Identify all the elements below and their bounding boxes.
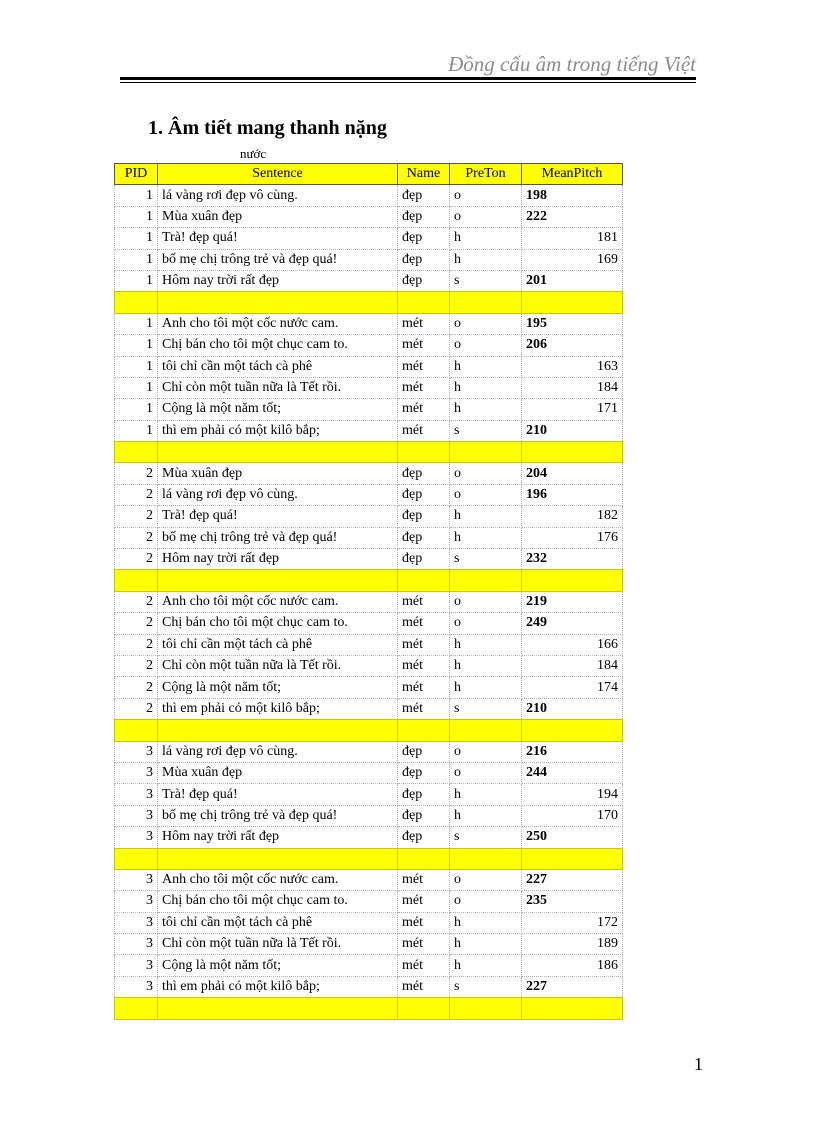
meanpitch-cell: 216 xyxy=(522,741,623,762)
preton-cell: h xyxy=(450,377,522,398)
table-body xyxy=(115,185,623,1019)
pid-cell: 2 xyxy=(115,677,158,698)
name-cell: đẹp xyxy=(398,527,450,548)
separator-cell xyxy=(450,442,522,463)
separator-cell xyxy=(522,998,623,1019)
sentence-cell: Chị bán cho tôi một chục cam to. xyxy=(158,891,398,912)
separator-cell xyxy=(398,998,450,1019)
meanpitch-cell: 204 xyxy=(522,463,623,484)
meanpitch-cell: 250 xyxy=(522,827,623,848)
sentence-cell: lá vàng rơi đẹp vô cùng. xyxy=(158,741,398,762)
preton-cell: o xyxy=(450,185,522,206)
preton-cell: h xyxy=(450,655,522,676)
pid-cell: 1 xyxy=(115,356,158,377)
sentence-cell: Hôm nay trời rất đẹp xyxy=(158,270,398,291)
table-row xyxy=(115,420,623,441)
separator-cell xyxy=(158,292,398,313)
preton-cell: h xyxy=(450,677,522,698)
meanpitch-cell: 184 xyxy=(522,655,623,676)
meanpitch-cell: 195 xyxy=(522,313,623,334)
meanpitch-cell: 170 xyxy=(522,805,623,826)
table-row xyxy=(115,377,623,398)
section-note: nước xyxy=(240,146,267,161)
table-row xyxy=(115,356,623,377)
page-number: 1 xyxy=(694,1054,703,1074)
name-cell: mét xyxy=(398,891,450,912)
sentence-cell: Mùa xuân đẹp xyxy=(158,762,398,783)
name-cell: mét xyxy=(398,934,450,955)
pid-cell: 1 xyxy=(115,420,158,441)
name-cell: mét xyxy=(398,955,450,976)
name-cell: mét xyxy=(398,335,450,356)
sentence-cell: Hôm nay trời rất đẹp xyxy=(158,827,398,848)
pid-cell: 1 xyxy=(115,206,158,227)
pitch-data-table xyxy=(114,163,623,1020)
meanpitch-cell: 210 xyxy=(522,698,623,719)
preton-cell: o xyxy=(450,591,522,612)
pid-cell: 2 xyxy=(115,634,158,655)
sentence-cell: thì em phải có một kilô bắp; xyxy=(158,976,398,997)
preton-cell: o xyxy=(450,741,522,762)
preton-cell: o xyxy=(450,313,522,334)
separator-cell xyxy=(115,292,158,313)
pid-cell: 2 xyxy=(115,655,158,676)
preton-cell: o xyxy=(450,206,522,227)
table-row xyxy=(115,634,623,655)
pid-cell: 3 xyxy=(115,912,158,933)
preton-cell: s xyxy=(450,270,522,291)
name-cell: đẹp xyxy=(398,549,450,570)
preton-cell: o xyxy=(450,869,522,890)
sentence-cell: lá vàng rơi đẹp vô cùng. xyxy=(158,484,398,505)
table-row xyxy=(115,335,623,356)
separator-cell xyxy=(450,848,522,869)
meanpitch-cell: 206 xyxy=(522,335,623,356)
column-header-preton: PreTon xyxy=(450,164,522,185)
pid-cell: 3 xyxy=(115,891,158,912)
meanpitch-cell: 184 xyxy=(522,377,623,398)
preton-cell: o xyxy=(450,335,522,356)
name-cell: mét xyxy=(398,356,450,377)
name-cell: mét xyxy=(398,613,450,634)
separator-row xyxy=(115,442,623,463)
meanpitch-cell: 189 xyxy=(522,934,623,955)
table-row xyxy=(115,549,623,570)
sentence-cell: Chỉ còn một tuần nữa là Tết rồi. xyxy=(158,377,398,398)
table-row xyxy=(115,891,623,912)
name-cell: đẹp xyxy=(398,206,450,227)
table-row xyxy=(115,228,623,249)
preton-cell: o xyxy=(450,762,522,783)
pid-cell: 1 xyxy=(115,228,158,249)
table-row xyxy=(115,976,623,997)
meanpitch-cell: 210 xyxy=(522,420,623,441)
separator-row xyxy=(115,998,623,1019)
pid-cell: 1 xyxy=(115,377,158,398)
preton-cell: h xyxy=(450,228,522,249)
separator-cell xyxy=(522,292,623,313)
pid-cell: 3 xyxy=(115,827,158,848)
pid-cell: 1 xyxy=(115,399,158,420)
sentence-cell: Cộng là một năm tốt; xyxy=(158,677,398,698)
preton-cell: h xyxy=(450,399,522,420)
sentence-cell: bố mẹ chị trông trẻ và đẹp quá! xyxy=(158,805,398,826)
separator-cell xyxy=(398,442,450,463)
table-row xyxy=(115,399,623,420)
preton-cell: h xyxy=(450,934,522,955)
separator-cell xyxy=(522,848,623,869)
meanpitch-cell: 235 xyxy=(522,891,623,912)
header-rule-thick xyxy=(120,77,696,80)
preton-cell: s xyxy=(450,827,522,848)
separator-cell xyxy=(450,570,522,591)
preton-cell: s xyxy=(450,549,522,570)
name-cell: đẹp xyxy=(398,741,450,762)
document-header-title: Đồng cấu âm trong tiếng Việt xyxy=(448,52,696,76)
separator-cell xyxy=(115,720,158,741)
separator-cell xyxy=(450,998,522,1019)
separator-cell xyxy=(398,292,450,313)
separator-cell xyxy=(158,998,398,1019)
table-row xyxy=(115,527,623,548)
preton-cell: h xyxy=(450,805,522,826)
sentence-cell: bố mẹ chị trông trẻ và đẹp quá! xyxy=(158,527,398,548)
meanpitch-cell: 201 xyxy=(522,270,623,291)
sentence-cell: Anh cho tôi một cốc nước cam. xyxy=(158,869,398,890)
separator-cell xyxy=(450,292,522,313)
name-cell: mét xyxy=(398,591,450,612)
name-cell: mét xyxy=(398,634,450,655)
sentence-cell: tôi chỉ cần một tách cà phê xyxy=(158,912,398,933)
preton-cell: h xyxy=(450,506,522,527)
pid-cell: 3 xyxy=(115,934,158,955)
sentence-cell: Chỉ còn một tuần nữa là Tết rồi. xyxy=(158,655,398,676)
table-row xyxy=(115,934,623,955)
separator-cell xyxy=(115,998,158,1019)
sentence-cell: Mùa xuân đẹp xyxy=(158,463,398,484)
separator-cell xyxy=(398,720,450,741)
name-cell: mét xyxy=(398,313,450,334)
meanpitch-cell: 227 xyxy=(522,869,623,890)
meanpitch-cell: 163 xyxy=(522,356,623,377)
preton-cell: h xyxy=(450,249,522,270)
preton-cell: s xyxy=(450,420,522,441)
name-cell: mét xyxy=(398,377,450,398)
preton-cell: h xyxy=(450,784,522,805)
sentence-cell: thì em phải có một kilô bắp; xyxy=(158,420,398,441)
sentence-cell: Cộng là một năm tốt; xyxy=(158,955,398,976)
pid-cell: 3 xyxy=(115,869,158,890)
meanpitch-cell: 227 xyxy=(522,976,623,997)
table-row xyxy=(115,270,623,291)
name-cell: mét xyxy=(398,420,450,441)
table-row xyxy=(115,677,623,698)
name-cell: mét xyxy=(398,976,450,997)
table-header-row xyxy=(115,164,623,185)
name-cell: đẹp xyxy=(398,827,450,848)
pid-cell: 3 xyxy=(115,955,158,976)
separator-cell xyxy=(450,720,522,741)
table-row xyxy=(115,613,623,634)
table-row xyxy=(115,484,623,505)
meanpitch-cell: 182 xyxy=(522,506,623,527)
sentence-cell: Chỉ còn một tuần nữa là Tết rồi. xyxy=(158,934,398,955)
pid-cell: 3 xyxy=(115,805,158,826)
pid-cell: 2 xyxy=(115,613,158,634)
pid-cell: 2 xyxy=(115,591,158,612)
preton-cell: o xyxy=(450,891,522,912)
separator-cell xyxy=(522,570,623,591)
table-row xyxy=(115,206,623,227)
preton-cell: h xyxy=(450,527,522,548)
separator-cell xyxy=(115,442,158,463)
pid-cell: 1 xyxy=(115,249,158,270)
sentence-cell: Anh cho tôi một cốc nước cam. xyxy=(158,313,398,334)
separator-cell xyxy=(115,848,158,869)
sentence-cell: Trà! đẹp quá! xyxy=(158,784,398,805)
pid-cell: 2 xyxy=(115,484,158,505)
sentence-cell: bố mẹ chị trông trẻ và đẹp quá! xyxy=(158,249,398,270)
name-cell: đẹp xyxy=(398,805,450,826)
table-row xyxy=(115,784,623,805)
separator-cell xyxy=(398,570,450,591)
meanpitch-cell: 219 xyxy=(522,591,623,612)
name-cell: mét xyxy=(398,399,450,420)
meanpitch-cell: 171 xyxy=(522,399,623,420)
pid-cell: 1 xyxy=(115,270,158,291)
pid-cell: 3 xyxy=(115,784,158,805)
table-row xyxy=(115,805,623,826)
pid-cell: 2 xyxy=(115,463,158,484)
sentence-cell: Chị bán cho tôi một chục cam to. xyxy=(158,335,398,356)
table-row xyxy=(115,762,623,783)
preton-cell: s xyxy=(450,976,522,997)
preton-cell: o xyxy=(450,484,522,505)
sentence-cell: Chị bán cho tôi một chục cam to. xyxy=(158,613,398,634)
pid-cell: 3 xyxy=(115,741,158,762)
table-row xyxy=(115,313,623,334)
preton-cell: o xyxy=(450,463,522,484)
sentence-cell: Trà! đẹp quá! xyxy=(158,506,398,527)
separator-cell xyxy=(158,848,398,869)
preton-cell: o xyxy=(450,613,522,634)
sentence-cell: thì em phải có một kilô bắp; xyxy=(158,698,398,719)
meanpitch-cell: 176 xyxy=(522,527,623,548)
pid-cell: 2 xyxy=(115,549,158,570)
meanpitch-cell: 232 xyxy=(522,549,623,570)
preton-cell: h xyxy=(450,356,522,377)
sentence-cell: Trà! đẹp quá! xyxy=(158,228,398,249)
table-row xyxy=(115,827,623,848)
preton-cell: h xyxy=(450,955,522,976)
pid-cell: 1 xyxy=(115,185,158,206)
meanpitch-cell: 222 xyxy=(522,206,623,227)
pid-cell: 1 xyxy=(115,335,158,356)
column-header-sentence: Sentence xyxy=(158,164,398,185)
meanpitch-cell: 198 xyxy=(522,185,623,206)
pid-cell: 3 xyxy=(115,762,158,783)
sentence-cell: Anh cho tôi một cốc nước cam. xyxy=(158,591,398,612)
column-header-name: Name xyxy=(398,164,450,185)
sentence-cell: Mùa xuân đẹp xyxy=(158,206,398,227)
name-cell: đẹp xyxy=(398,249,450,270)
preton-cell: s xyxy=(450,698,522,719)
name-cell: đẹp xyxy=(398,506,450,527)
table-row xyxy=(115,463,623,484)
name-cell: mét xyxy=(398,677,450,698)
separator-cell xyxy=(158,720,398,741)
meanpitch-cell: 172 xyxy=(522,912,623,933)
pid-cell: 2 xyxy=(115,506,158,527)
header-rule-thin xyxy=(120,82,696,83)
name-cell: mét xyxy=(398,869,450,890)
table-row xyxy=(115,698,623,719)
sentence-cell: Cộng là một năm tốt; xyxy=(158,399,398,420)
name-cell: mét xyxy=(398,655,450,676)
sentence-cell: lá vàng rơi đẹp vô cùng. xyxy=(158,185,398,206)
name-cell: mét xyxy=(398,912,450,933)
meanpitch-cell: 166 xyxy=(522,634,623,655)
meanpitch-cell: 181 xyxy=(522,228,623,249)
separator-cell xyxy=(522,720,623,741)
meanpitch-cell: 194 xyxy=(522,784,623,805)
name-cell: đẹp xyxy=(398,762,450,783)
column-header-meanpitch: MeanPitch xyxy=(522,164,623,185)
pid-cell: 1 xyxy=(115,313,158,334)
sentence-cell: tôi chỉ cần một tách cà phê xyxy=(158,356,398,377)
meanpitch-cell: 174 xyxy=(522,677,623,698)
separator-row xyxy=(115,570,623,591)
name-cell: mét xyxy=(398,698,450,719)
name-cell: đẹp xyxy=(398,484,450,505)
table-row xyxy=(115,506,623,527)
section-title: 1. Âm tiết mang thanh nặng xyxy=(148,117,387,139)
separator-row xyxy=(115,720,623,741)
name-cell: đẹp xyxy=(398,270,450,291)
preton-cell: h xyxy=(450,912,522,933)
separator-cell xyxy=(398,848,450,869)
pid-cell: 2 xyxy=(115,698,158,719)
pid-cell: 3 xyxy=(115,976,158,997)
table-row xyxy=(115,912,623,933)
pid-cell: 2 xyxy=(115,527,158,548)
meanpitch-cell: 196 xyxy=(522,484,623,505)
separator-cell xyxy=(115,570,158,591)
name-cell: đẹp xyxy=(398,185,450,206)
meanpitch-cell: 249 xyxy=(522,613,623,634)
table-row xyxy=(115,741,623,762)
separator-row xyxy=(115,292,623,313)
column-header-pid: PID xyxy=(115,164,158,185)
table-row xyxy=(115,655,623,676)
table-row xyxy=(115,869,623,890)
meanpitch-cell: 169 xyxy=(522,249,623,270)
name-cell: đẹp xyxy=(398,228,450,249)
separator-cell xyxy=(522,442,623,463)
preton-cell: h xyxy=(450,634,522,655)
name-cell: đẹp xyxy=(398,463,450,484)
table-row xyxy=(115,591,623,612)
name-cell: đẹp xyxy=(398,784,450,805)
separator-row xyxy=(115,848,623,869)
meanpitch-cell: 244 xyxy=(522,762,623,783)
table-row xyxy=(115,249,623,270)
sentence-cell: tôi chỉ cần một tách cà phê xyxy=(158,634,398,655)
meanpitch-cell: 186 xyxy=(522,955,623,976)
table-row xyxy=(115,185,623,206)
separator-cell xyxy=(158,442,398,463)
sentence-cell: Hôm nay trời rất đẹp xyxy=(158,549,398,570)
table-row xyxy=(115,955,623,976)
separator-cell xyxy=(158,570,398,591)
